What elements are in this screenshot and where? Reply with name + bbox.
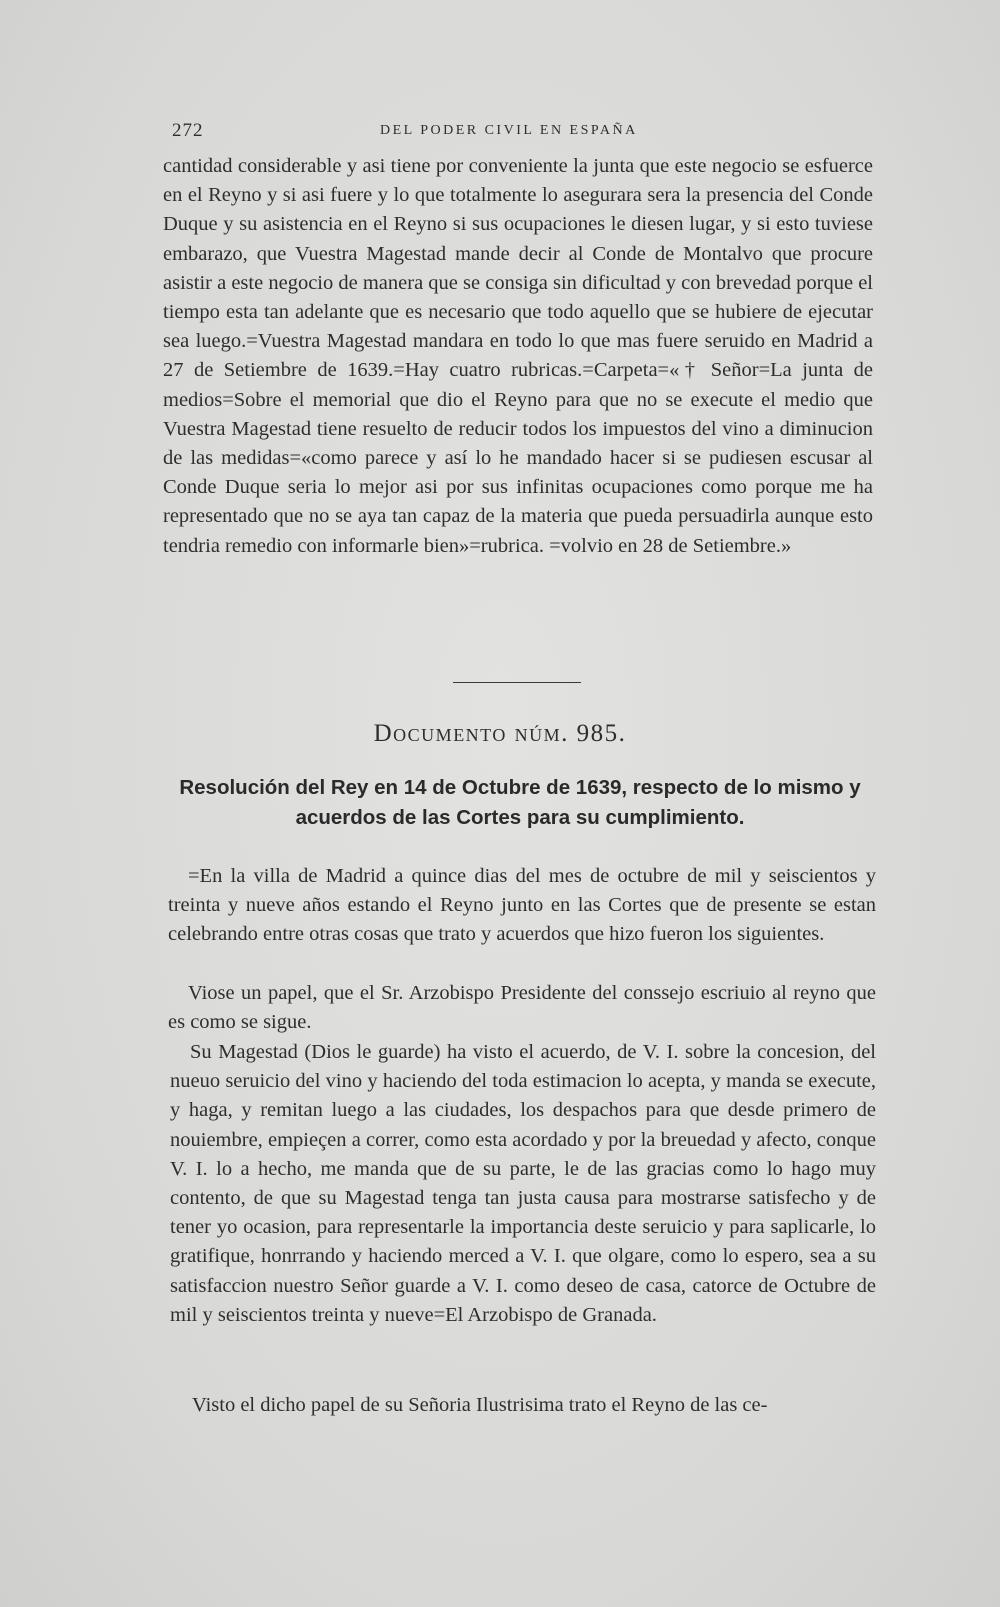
page-header [172,120,868,142]
body-paragraph-continuation: cantidad considerable y asi tiene por conveniente la junta que este negocio se esfuerce en el Reyno y si asi fuere y lo que totalmente lo asegurara sera la presencia del Conde Duque y su asistencia en el Reyno si sus ocupaciones le diesen lugar, y si esto tuviese embarazo, que Vuestra Magestad mande decir al Conde de Montalvo que procure asistir a este negocio de manera que se consiga sin dificultad y con brevedad porque el tiempo esta tan adelante que es necesario que todo aquello que se hubiere de ejecutar sea luego.=Vuestra Magestad mandara en todo lo que mas fuere seruido en Madrid a 27 de Setiembre de 1639.=Hay cuatro rubricas.=Carpeta=«† Señor=La junta de medios=Sobre el memorial que dio el Reyno para que no se execute el medio que Vuestra Magestad tiene resuelto de reducir todos los impuestos del vino a diminucion de las medidas=«como parece y así lo he mandado hacer si se pudiesen escusar al Conde Duque seria lo mejor asi por sus infinitas ocupaciones como porque me ha representado que no se aya tan capaz de la materia que pueda persuadirla aunque esto tendria remedio con informarle bien»=rubrica. =volvio en 28 de Setiembre.» [163,155,873,557]
body-paragraph-opening: =En la villa de Madrid a quince dias del mes de octubre de mil y seiscientos y treinta y nueve años estando el Reyno junto en las Cortes que de presente se estan celebrando entre otras cosas que trato y acuerdos que hizo fueron los siguientes. [168,865,876,946]
section-divider [453,682,581,683]
body-paragraph-letter: Su Magestad (Dios le guarde) ha visto el acuerdo, de V. I. sobre la concesion, del nueuo seruicio del vino y haciendo del toda estimacion lo acepta, y manda se execute, y haga, y remitan luego a las ciudades, los despachos para que desde primero de nouiembre, empieçen a correr, como esta acordado y por la breuedad y afecto, conque V. I. lo a hecho, me manda que de su parte, le de las gracias como lo hago muy contento, de que su Magestad tenga tan justa causa para mostrarse satisfecho y de tener yo ocasion, para representarle la importancia deste seruicio y para saplicarle, lo gratifique, honrrando y haciendo merced a V. I. que olgare, como lo espero, sea a su satisfaccion nuestro Señor guarde a V. I. como deseo de casa, catorce de Octubre de mil y seiscientos treinta y nueve=El Arzobispo de Granada. [170,1041,876,1326]
document-title: Documento núm. 985. [373,720,627,747]
body-paragraph-papel: Viose un papel, que el Sr. Arzobispo Presidente del conssejo escriuio al reyno que es como se sigue. [168,982,876,1034]
body-paragraph-final: Visto el dicho papel de su Señoria Ilustrisima trato el Reyno de las ce- [192,1394,768,1416]
document-subtitle: Resolución del Rey en 14 de Octubre de 1639, respecto de lo mismo y acuerdos de las Cortes para su cumplimiento. [179,776,861,829]
page-number: 272 [172,120,204,141]
running-head: DEL PODER CIVIL EN ESPAÑA [380,123,638,138]
